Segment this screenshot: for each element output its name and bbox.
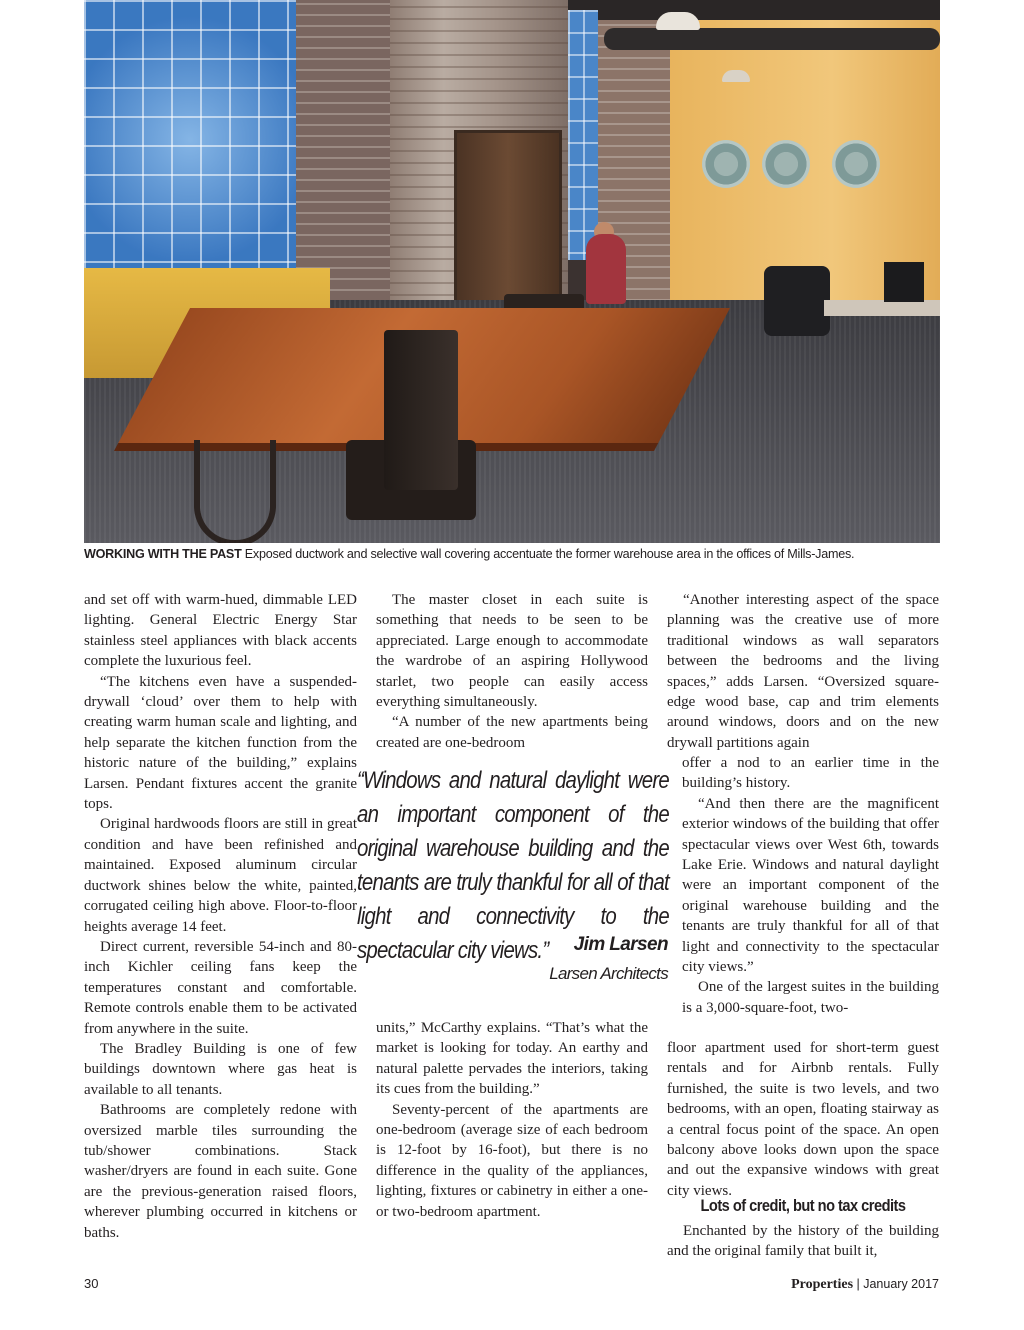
magazine-name: Properties [791, 1277, 854, 1292]
photo-ductwork [604, 28, 940, 50]
photo-desk [824, 300, 940, 316]
photo-pendant-lamp-2 [722, 70, 750, 82]
paragraph: One of the largest suites in the building is a 3,000-square-foot, two- [682, 979, 939, 1016]
paragraph: units,” McCarthy explains. “That’s what the market is looking for today. An earthy and natural palette pervades the interiors, taking its cues from the building.” [376, 1020, 648, 1098]
feature-photo [84, 0, 940, 543]
paragraph: Enchanted by the history of the building and the original family that built it, [667, 1223, 939, 1260]
paragraph: Original hardwoods floors are still in great condition and have been refinished and maintained. Exposed aluminum circular ductwork shines below the white, painted, corrugated ceiling high above. Floor-to-floor heights average 14 feet. [84, 816, 357, 935]
photo-glass-block-window-2 [568, 10, 598, 260]
paragraph: Direct current, reversible 54-inch and 80-inch Kichler ceiling fans keep the temperatures constant and comfortable. Remote controls enable them to be activated from anywhere in the suite. [84, 938, 357, 1037]
paragraph: “Another interesting aspect of the space planning was the creative use of more traditional windows as wall separators between the bedrooms and the living spaces,” adds Larsen. “Oversized square-edge wood base, cap and trim elements around windows, doors and on the new drywall partitions again [667, 592, 939, 751]
photo-monitor [884, 262, 924, 302]
photo-wall-medallion [762, 140, 810, 188]
photo-wall-medallion [702, 140, 750, 188]
article-column-2-top [376, 590, 648, 753]
photo-glass-block-window [84, 0, 296, 280]
footer-publication [791, 1276, 939, 1293]
article-column-1 [84, 590, 357, 1243]
photo-pendant-lamp [656, 12, 700, 30]
pull-quote-attribution-firm: Larsen Architects [549, 964, 668, 983]
paragraph: and set off with warm-hued, dimmable LED lighting. General Electric Energy Star stainless steel appliances with black accents complete the luxurious feel. [84, 592, 357, 670]
photo-chair [384, 330, 458, 490]
paragraph: “The kitchens even have a suspended-drywall ‘cloud’ over them to help with creating warm human scale and lighting, and help separate the kitchen function from the historic nature of the building,” explains Larsen. Pendant fixtures accent the granite tops. [84, 673, 357, 813]
article-column-3-end [667, 1221, 939, 1262]
paragraph: “And then there are the magnificent exterior windows of the building that offer spectacular views over West 6th, towards Lake Erie. Windows and natural daylight were an important component of the original warehouse building and the tenants are truly thankful for all of that light and connectivity to the spectacular city views.” [682, 795, 939, 976]
paragraph: offer a nod to an earlier time in the building’s history. [682, 755, 939, 792]
pull-quote: “Windows and natural daylight were an important component of the original warehouse building and the tenants are truly thankful for all of that light and connectivity to the spectacular city views.” [357, 767, 669, 964]
pull-quote-attribution-name: Jim Larsen [573, 934, 668, 955]
photo-wall-medallion [832, 140, 880, 188]
photo-table-leg [194, 440, 276, 543]
page-number: 30 [84, 1276, 99, 1291]
photo-office-chair [764, 266, 830, 336]
paragraph: “A number of the new apartments being created are one-bedroom [376, 714, 648, 751]
paragraph: Seventy-percent of the apartments are one-bedroom (average size of each bedroom is 12-foot by 16-foot), but there is no difference in the quality of the appliances, lighting, fixtures or cabinetry in either a one- or two-bedroom apartment. [376, 1101, 648, 1220]
footer-separator: | [853, 1277, 864, 1291]
paragraph: The Bradley Building is one of few buildings downtown where gas heat is available to all tenants. [84, 1040, 357, 1098]
paragraph: The master closet in each suite is something that needs to be seen to be appreciated. Large enough to accommodate the wardrobe of an aspiring Hollywood starlet, two people can easily access everything simultaneously. [376, 592, 648, 711]
article-column-3-top [667, 590, 939, 753]
photo-brick-wall [296, 0, 390, 300]
article-column-3-inset [682, 753, 939, 1018]
paragraph: floor apartment used for short-term guest rentals and for Airbnb rentals. Fully furnished, the suite is two levels, and two bedrooms, with an open, floating stairway as a central focus point of the space. An open balcony above looks down upon the space and out the expansive windows with great city views. [667, 1040, 939, 1199]
section-subhead: Lots of credit, but no tax credits [700, 1196, 906, 1215]
paragraph: Bathrooms are completely redone with oversized marble tiles surrounding the tub/shower combinations. Stack washer/dryers are found in each suite. Gone are the previous-generation raised floors, wherever plumbing occurred in kitchens or baths. [84, 1102, 357, 1241]
caption-heading: WORKING WITH THE PAST [84, 547, 242, 561]
photo-person [586, 234, 626, 304]
article-column-2-bottom [376, 1018, 648, 1222]
photo-caption [84, 547, 954, 561]
caption-text: Exposed ductwork and selective wall covering accentuate the former warehouse area in the offices of Mills-James. [241, 547, 855, 561]
issue-date: January 2017 [863, 1277, 939, 1291]
article-column-3-bottom [667, 1038, 939, 1201]
